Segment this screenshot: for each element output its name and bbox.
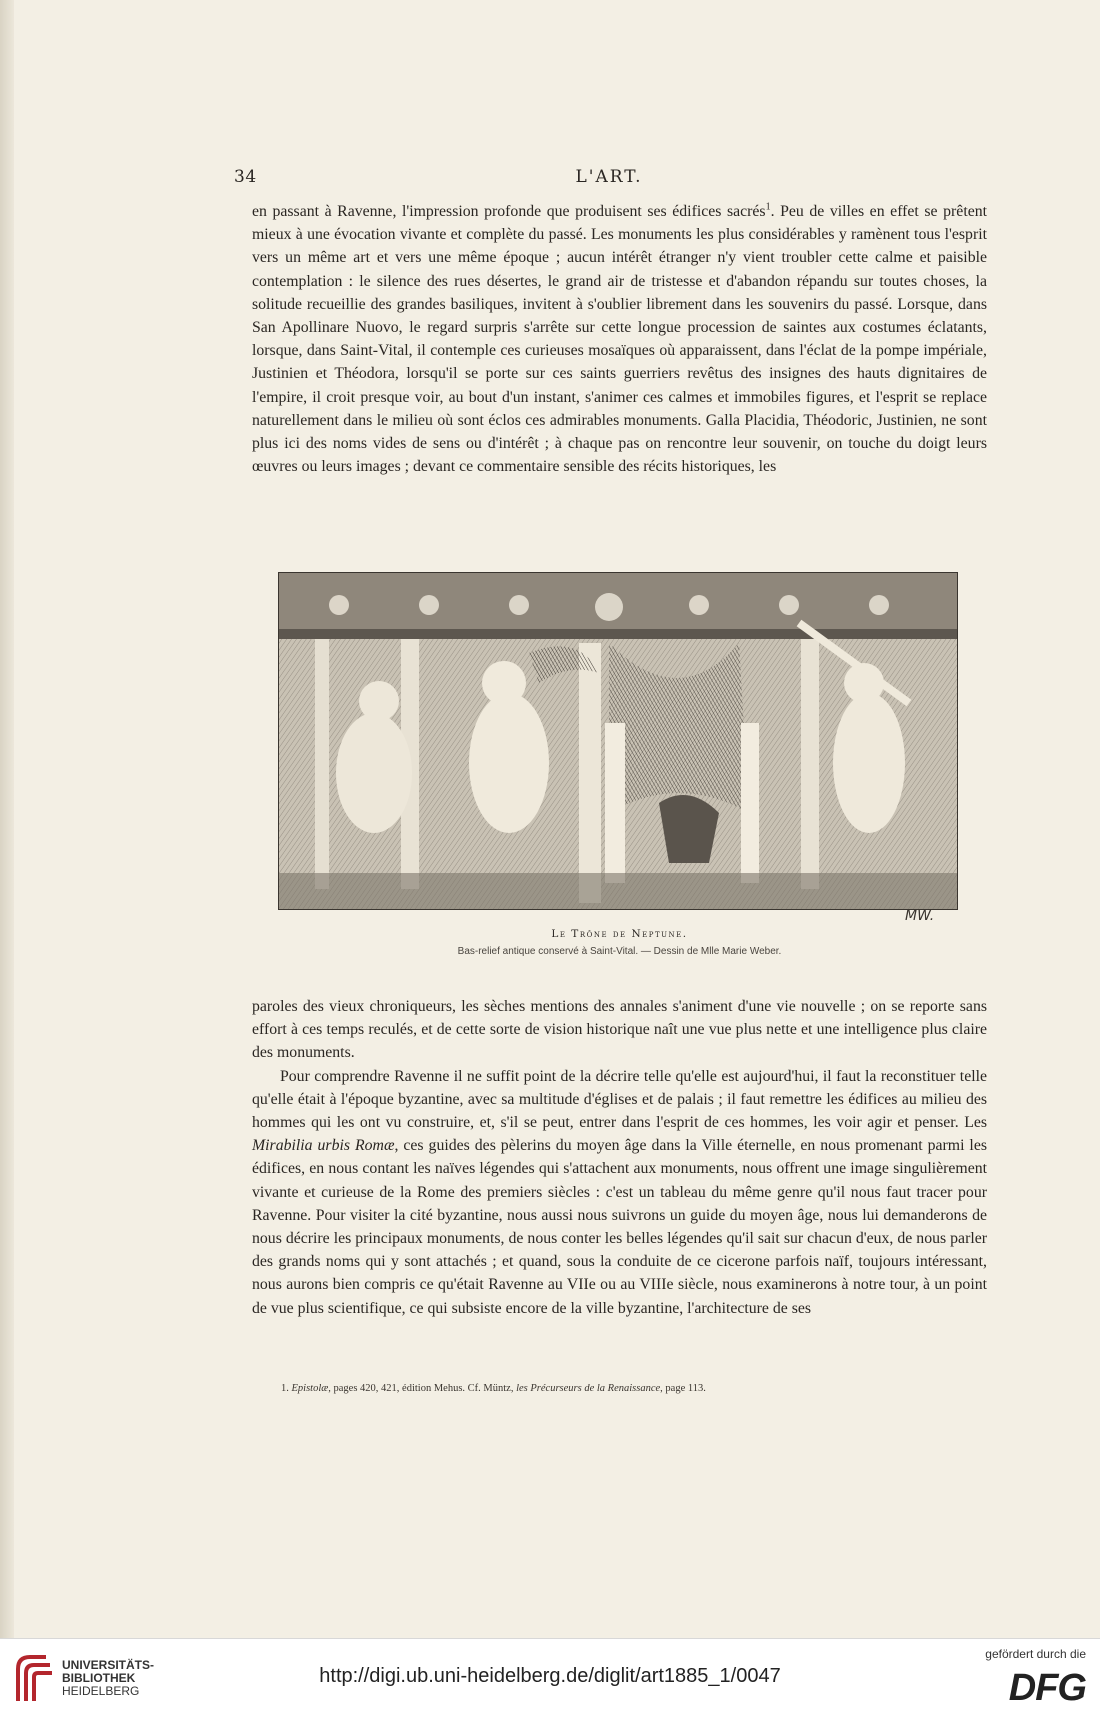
paragraph	[252, 1065, 987, 1320]
paragraph	[252, 200, 987, 478]
running-head	[234, 167, 984, 193]
text-run: en passant à Ravenne, l'impression profonde que produisent ses édifices sacrés	[252, 203, 766, 220]
artist-signature: MW.	[905, 908, 935, 924]
footnote-reference-title: les Précurseurs de la Renaissance	[516, 1383, 661, 1394]
footnote-text: , page 113.	[660, 1383, 706, 1394]
paragraph: paroles des vieux chroniqueurs, les sèches mentions des annales s'animent d'une vie nouvelle ; on se reporte sans effort à ces temps reculés, et de cette sorte de vision historique naît une vue plus nette et une intelligence plus claire des monuments.	[252, 998, 987, 1062]
body-text-bottom	[252, 995, 987, 1320]
journal-title: L'ART.	[575, 167, 643, 187]
figure-caption-subtitle: Bas-relief antique conservé à Saint-Vital. — Dessin de Mlle Marie Weber.	[457, 946, 782, 957]
text-run: Pour comprendre Ravenne il ne suffit point de la décrire telle qu'elle est aujourd'hui, il faut la reconstituer telle qu'elle était à l'époque byzantine, avec sa multitude d'églises et de palais ; il faut remettre les édifices au milieu des hommes qui les ont vu construire, et, s'il se peut, entrer dans l'esprit de ces hommes, les voir agir et penser. Les	[252, 1067, 987, 1132]
italic-title: Mirabilia urbis Romæ	[252, 1137, 395, 1155]
page-number: 34	[234, 167, 257, 187]
bas-relief-illustration	[279, 573, 957, 909]
footnote-number: 1.	[281, 1383, 289, 1394]
footnote-title: Epistolæ	[291, 1383, 329, 1394]
text-run: , ces guides des pèlerins du moyen âge dans la Ville éternelle, en nous promenant parmi les édifices, en nous contant les naïves légendes qui s'attachent aux monuments, nous offrent une image singulièrement vivante et curieuse de la Rome des premiers siècles : c'est un tableau du même genre qu'il nous faut tracer pour Ravenne. Pour visiter la cité byzantine, nous aussi nous suivrons un guide du moyen âge, nous lui demanderons de nous décrire les principaux monuments, de nous conter les belles légendes qu'il sait sur chacun d'eux, de nous parler des grands noms qui y sont attachés ; et quand, sous la conduite de ce cicerone parfois naïf, toujours intéressant, nous aurons bien compris ce qu'était Ravenne au VIIe ou au VIIIe siècle, nous examinerons à notre tour, à un point de vue plus scientifique, ce qui subsiste encore de la ville byzantine, l'architecture de ses	[252, 1137, 987, 1317]
permalink-url[interactable]: http://digi.ub.uni-heidelberg.de/diglit/art1885_1/0047	[319, 1665, 781, 1687]
library-line: HEIDELBERG	[62, 1684, 140, 1698]
dfg-logo[interactable]: DFG	[1008, 1667, 1086, 1709]
library-line: UNIVERSITÄTS-	[62, 1658, 155, 1672]
body-text-top	[252, 200, 987, 478]
footnote	[281, 1383, 986, 1394]
scan-edge	[0, 0, 14, 1638]
funding-label: gefördert durch die	[985, 1647, 1086, 1661]
figure-caption-title: Le Trône de Neptune.	[551, 928, 688, 940]
text-run: . Peu de villes en effet se prêtent mieux à une évocation vivante et complète du passé. Les monuments les plus considérables y ramènent tous l'esprit vers un même art et vers une même époque ; aucun intérêt étranger n'y vient troubler cette calme et paisible contemplation : le silence des rues désertes, le grand air de tristesse et d'abandon répandu sur toutes choses, la solitude recueillie des grandes basiliques, invitent à s'oublier librement dans les souvenirs du passé. Lorsque, dans San Apollinare Nuovo, le regard surpris s'arrête sur cette longue procession de saintes aux costumes éclatants, lorsque, dans Saint-Vital, il contemple ces curieuses mosaïques où apparaissent, dans l'éclat de la pompe impériale, Justinien et Théodora, lorsqu'il se porte sur ces saints guerriers revêtus des insignes des hauts dignitaires de l'empire, il croit presque voir, au bout d'un instant, s'animer ces calmes et immobiles figures, et l'esprit se replace naturellement dans le milieu où sont éclos ces admirables monuments. Galla Placidia, Théodoric, Justinien, ne sont plus ici des noms vides de sens ou d'intérêt ; à chaque pas on rencontre leur souvenir, on touche du doigt leurs œuvres ou leurs images ; devant ce commentaire sensible des récits historiques, les	[252, 203, 988, 476]
figure-bas-relief	[278, 572, 958, 910]
library-line: BIBLIOTHEK	[62, 1671, 136, 1685]
viewer-footer	[0, 1638, 1100, 1719]
footnote-reference[interactable]: 1	[765, 201, 771, 213]
footnote-text: , pages 420, 421, édition Mehus. Cf. Müntz,	[328, 1383, 517, 1394]
